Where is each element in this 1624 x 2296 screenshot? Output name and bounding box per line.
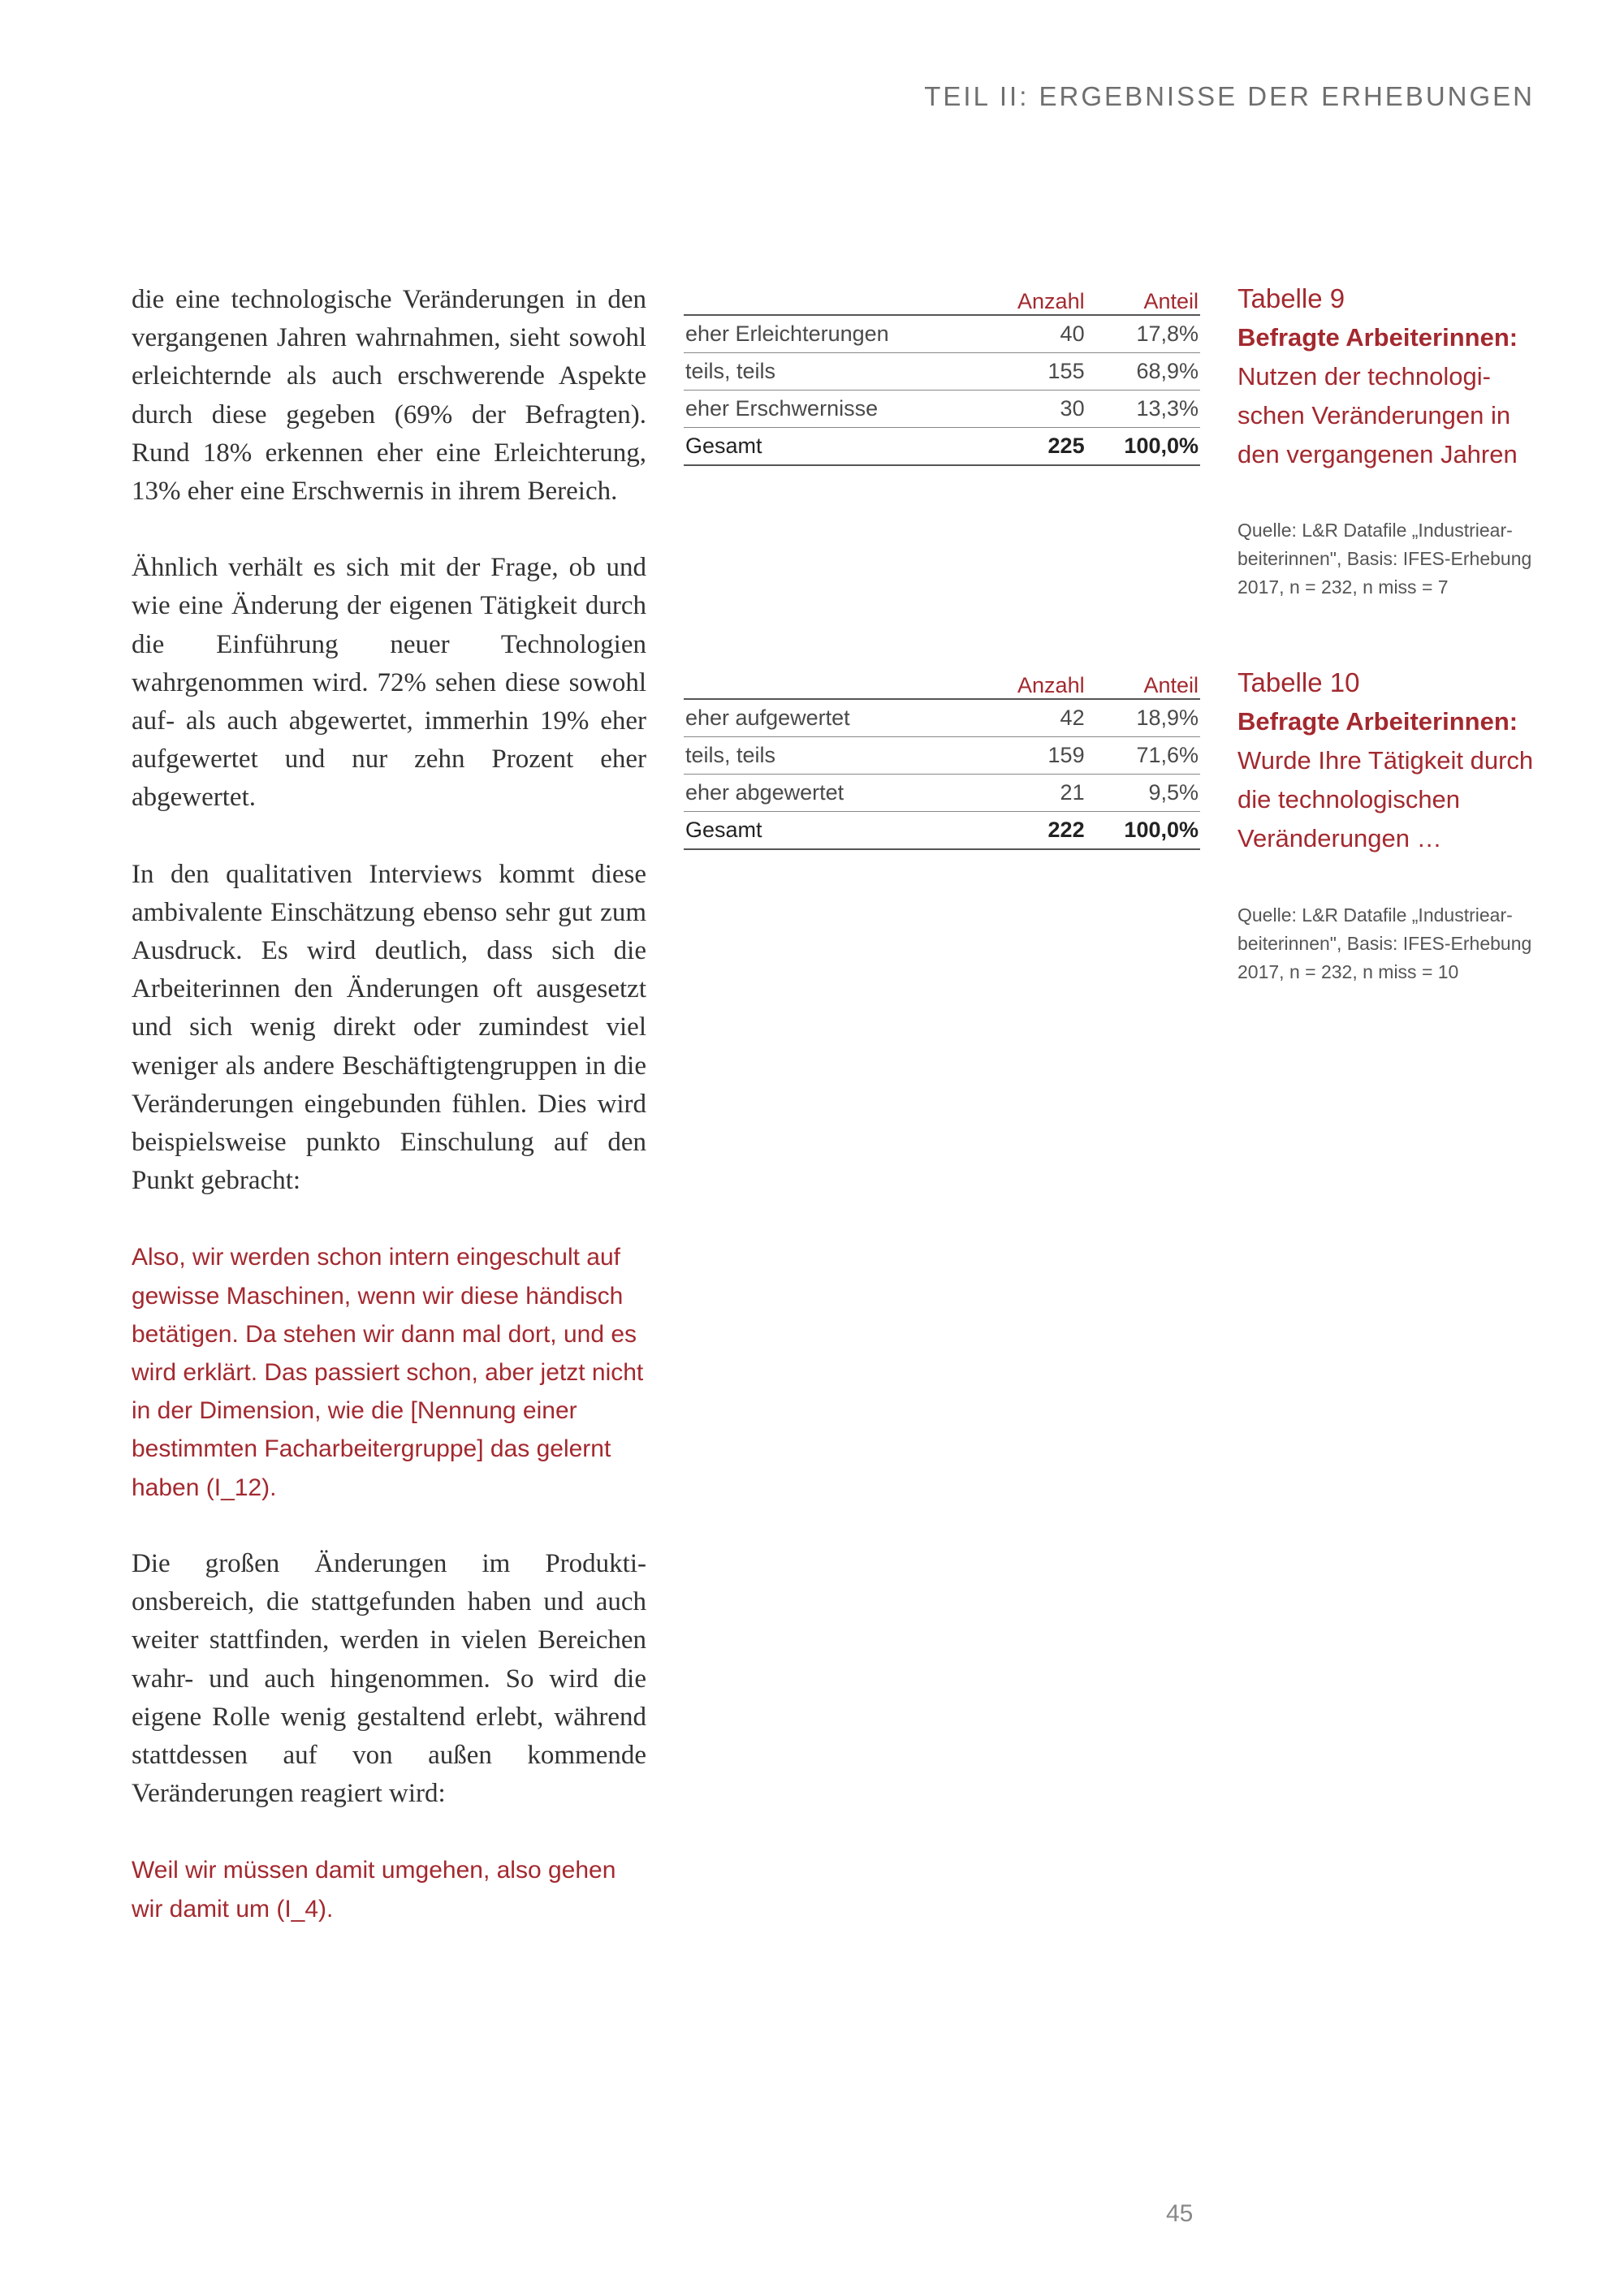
column-header-anteil: Anteil xyxy=(1086,280,1200,315)
table-total-row xyxy=(684,812,1200,850)
table-row xyxy=(684,315,1200,353)
row-anteil: 71,6% xyxy=(1086,737,1200,775)
running-header: TEIL II: ERGEBNISSE DER ERHEBUNGEN xyxy=(924,81,1535,111)
total-label: Gesamt xyxy=(684,428,972,466)
interview-quote-2: Weil wir müssen damit umgehen, also gehen wir damit um (I_4). xyxy=(132,1857,616,1923)
row-anteil: 9,5% xyxy=(1086,775,1200,812)
row-anteil: 13,3% xyxy=(1086,391,1200,428)
column-header-anteil: Anteil xyxy=(1086,664,1200,699)
table-row xyxy=(684,775,1200,812)
row-anteil: 17,8% xyxy=(1086,315,1200,353)
row-label: teils, teils xyxy=(684,353,972,391)
paragraph-1: die eine technologische Veränderungen in den vergangenen Jahren wahrnahmen, sieht sowohl erleichternde als auch erschwerende Aspekte durch diese gegeben (69% der Befragten). Rund 18% erkennen eher eine Erleichterung, 13% eher eine Erschwernis in ihrem Bereich. xyxy=(132,285,646,507)
paragraph-2: Ähnlich verhält es sich mit der Frage, ob und wie eine Änderung der eigenen Tätigkeit durch die Einführung neuer Technologien wahrgenommen wird. 72% sehen diese sowohl auf- als auch abgewertet, immerhin 19% eher aufgewertet und nur zehn Prozent eher abgewertet. xyxy=(132,553,646,813)
total-anteil: 100,0% xyxy=(1086,428,1200,466)
table-9-caption xyxy=(1237,279,1546,474)
total-anzahl: 225 xyxy=(972,428,1086,466)
table-10-description: Wurde Ihre Tätigkeit durch die technologischen Veränderungen … xyxy=(1237,746,1534,852)
page-number: 45 xyxy=(1166,2200,1194,2227)
row-anzahl: 30 xyxy=(972,391,1086,428)
table-row xyxy=(684,353,1200,391)
table-row xyxy=(684,391,1200,428)
table-9-source: Quelle: L&R Datafile „Industriearbeiterinnen", Basis: IFES-Erhebung 2017, n = 232, n miss = 7 xyxy=(1237,520,1532,598)
row-label: eher Erleichterungen xyxy=(684,315,972,353)
row-label: eher abgewertet xyxy=(684,775,972,812)
table-10-source: Quelle: L&R Datafile „Industriearbeiterinnen", Basis: IFES-Erhebung 2017, n = 232, n miss = 10 xyxy=(1237,904,1532,982)
row-anzahl: 155 xyxy=(972,353,1086,391)
row-anzahl: 42 xyxy=(972,699,1086,737)
row-anzahl: 159 xyxy=(972,737,1086,775)
body-text-column xyxy=(132,281,646,1966)
paragraph-4: Die großen Änderungen im Produktionsbereich, die stattgefunden haben und auch weiter stattfinden, werden in vielen Bereichen wahr- und auch hingenommen. So wird die eigene Rolle wenig gestaltend erlebt, während stattdessen auf von außen kommende Veränderungen reagiert wird: xyxy=(132,1548,646,1809)
row-label: eher aufgewertet xyxy=(684,699,972,737)
interview-quote-1: Also, wir werden schon intern eingeschult auf gewisse Maschinen, wenn wir diese händisch betätigen. Da stehen wir dann mal dort, und es wird erklärt. Das passiert schon, aber jetzt nicht in der Dimension, wie die [Nennung einer bestimmten Facharbeitergruppe] das gelernt haben (I_12). xyxy=(132,1244,644,1501)
table-9-subtitle: Befragte Arbeiterinnen: xyxy=(1237,323,1518,352)
table-row xyxy=(684,699,1200,737)
column-header-anzahl: Anzahl xyxy=(972,280,1086,315)
table-header-row xyxy=(684,664,1200,699)
table-9 xyxy=(684,280,1200,466)
row-anteil: 68,9% xyxy=(1086,353,1200,391)
table-total-row xyxy=(684,428,1200,466)
row-label: teils, teils xyxy=(684,737,972,775)
table-10-title: Tabelle 10 xyxy=(1237,667,1360,697)
total-anzahl: 222 xyxy=(972,812,1086,850)
row-anzahl: 40 xyxy=(972,315,1086,353)
row-label: eher Erschwernisse xyxy=(684,391,972,428)
table-header-row xyxy=(684,280,1200,315)
table-9-title: Tabelle 9 xyxy=(1237,283,1345,313)
column-header-anzahl: Anzahl xyxy=(972,664,1086,699)
total-anteil: 100,0% xyxy=(1086,812,1200,850)
table-9-description: Nutzen der technologischen Veränderungen in den vergangenen Jahren xyxy=(1237,362,1518,468)
row-anzahl: 21 xyxy=(972,775,1086,812)
paragraph-3: In den qualitativen Interviews kommt diese ambivalente Einschätzung ebenso sehr gut zum Ausdruck. Es wird deutlich, dass sich die Arbeiterinnen den Änderungen oft ausgesetzt und sich wenig direkt oder zumindest viel weniger als andere Beschäftigtengruppen in die Veränderungen eingebunden fühlen. Dies wird beispielsweise punkto Einschulung auf den Punkt gebracht: xyxy=(132,859,646,1196)
table-10 xyxy=(684,664,1200,850)
table-10-subtitle: Befragte Arbeiterinnen: xyxy=(1237,707,1518,736)
total-label: Gesamt xyxy=(684,812,972,850)
table-10-caption xyxy=(1237,663,1546,858)
row-anteil: 18,9% xyxy=(1086,699,1200,737)
table-row xyxy=(684,737,1200,775)
